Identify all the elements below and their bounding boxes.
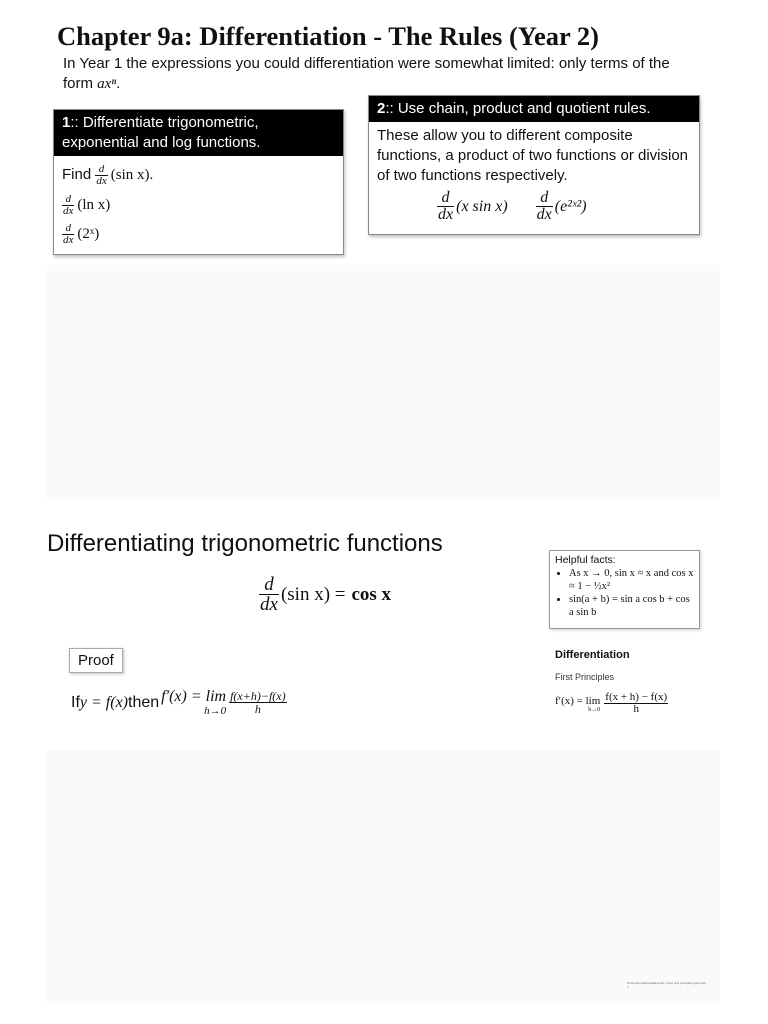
d-dx-fraction: $\frac{d}{dx}$ xyxy=(260,574,278,615)
intro-math: axⁿ xyxy=(97,76,117,92)
slide-2-background xyxy=(47,750,720,1004)
tiny-footnote: Prove that differentiating sin x from first principles gives cos x xyxy=(627,981,706,989)
card-2-body xyxy=(369,122,699,227)
first-principles-fraction: $\frac{f(x + h) - f(x)}{h}$ xyxy=(605,691,668,715)
card-2-header: 2:: Use chain, product and quotient rules. xyxy=(369,96,699,122)
helpful-fact: • As x → 0, sin x ≈ x and cos x ≈ 1 − ½x² xyxy=(569,567,694,593)
main-formula: $\frac{d}{dx}$ (sin x) = cos x xyxy=(260,574,392,615)
d-dx-fraction: $\frac{d}{dx}$ xyxy=(63,221,74,246)
section-title: Differentiating trigonometric functions xyxy=(47,530,443,557)
helpful-fact: • sin(a + b) = sin a cos b + cos a sin b xyxy=(569,593,694,619)
slide-2 xyxy=(47,520,720,1004)
slide-1-background xyxy=(47,265,720,499)
limit-definition: If y = f(x) then f′(x) = lim h→0 $\frac{f(x+h)-f(x)}{h}$ xyxy=(71,688,286,717)
d-dx-fraction: $\frac{d}{dx}$ xyxy=(438,189,454,223)
intro-text: In Year 1 the expressions you could differentiation were somewhat limited: only terms of the form axⁿ. xyxy=(63,55,670,92)
expr-sin: (sin x). xyxy=(110,167,154,183)
d-dx-fraction: $\frac{d}{dx}$ xyxy=(536,189,552,223)
card-2-text: These allow you to different composite functions, a product of two functions or division of two functions respectively. xyxy=(377,127,689,184)
d-dx-fraction: $\frac{d}{dx}$ xyxy=(96,162,107,187)
expr-2x: (2ˣ) xyxy=(77,226,100,242)
first-principles-formula: f′(x) = lim h→0 $\frac{f(x + h) - f(x)}{h}$ xyxy=(555,691,668,715)
card-1-body: Find $\frac{d}{dx}$ (sin x). $\frac{d}{dx}$ (ln x) $\frac{d}{dx}$ (2ˣ) xyxy=(62,162,154,246)
expr-ln: (ln x) xyxy=(77,197,111,213)
objective-card-1 xyxy=(53,109,344,255)
d-dx-fraction: $\frac{d}{dx}$ xyxy=(63,192,74,217)
card-1-header: 1:: Differentiate trigonometric, exponential and log functions. xyxy=(54,110,343,156)
formula-result: cos x xyxy=(351,583,392,605)
helpful-facts-title: Helpful facts: xyxy=(555,554,616,566)
objective-card-2 xyxy=(368,95,700,235)
slide-1 xyxy=(47,15,720,499)
expr-chain: (e²ˣ²) xyxy=(554,197,587,215)
limit-fraction: $\frac{f(x+h)-f(x)}{h}$ xyxy=(230,689,286,716)
helpful-facts-box xyxy=(549,550,700,629)
first-principles-heading: Differentiation xyxy=(555,649,630,661)
chapter-title: Chapter 9a: Differentiation - The Rules (Year 2) xyxy=(57,21,599,51)
proof-label: Proof xyxy=(69,648,123,673)
expr-product: (x sin x) xyxy=(456,197,508,215)
first-principles-subheading: First Principles xyxy=(555,672,615,682)
